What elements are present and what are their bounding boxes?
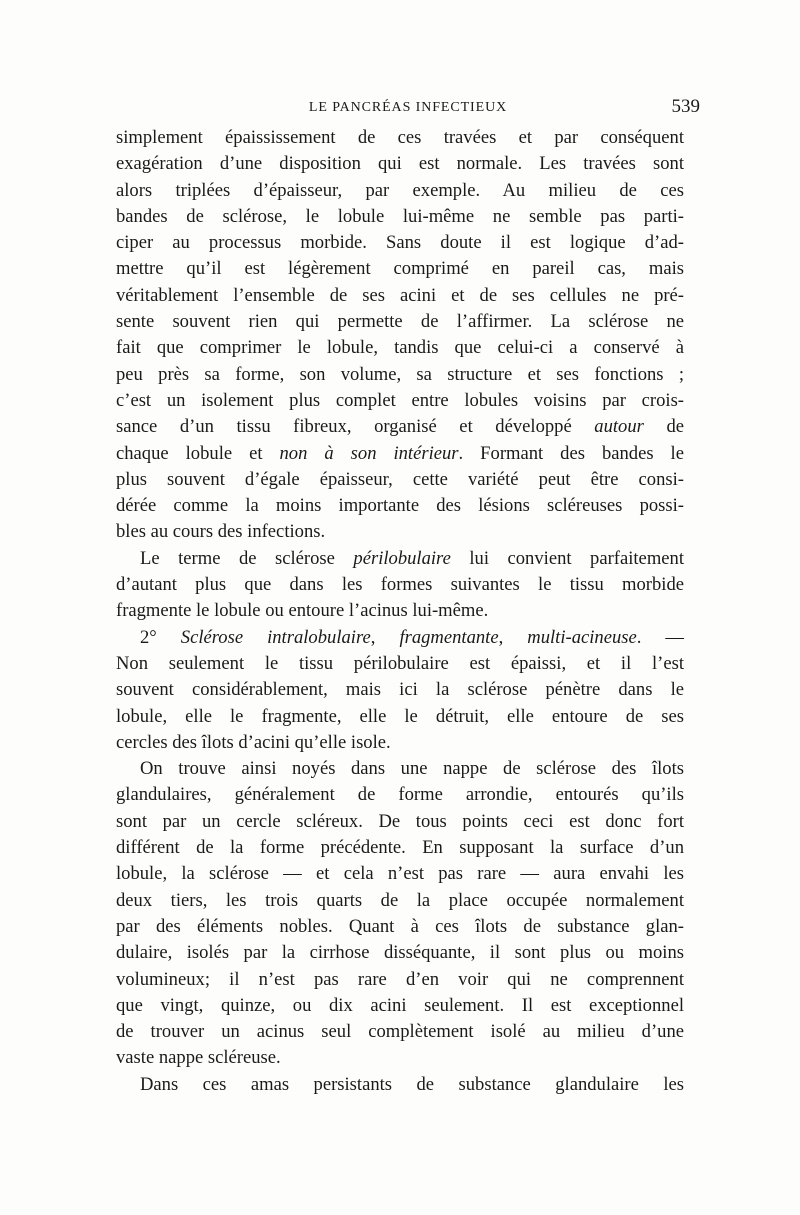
text-line: différent de la forme précédente. En supposant la surface d’un bbox=[116, 837, 684, 859]
text-line: lobule, elle le fragmente, elle le détruit, elle entoure de ses bbox=[116, 705, 684, 727]
text-line: véritablement l’ensemble de ses acini et de ses cellules ne pré- bbox=[116, 284, 684, 306]
text-line: sont par un cercle scléreux. De tous points ceci est donc fort bbox=[116, 810, 684, 832]
text-line: glandulaires, généralement de forme arrondie, entourés qu’ils bbox=[116, 784, 684, 806]
text-line: On trouve ainsi noyés dans une nappe de sclérose des îlots bbox=[140, 758, 684, 780]
text-line: deux tiers, les trois quarts de la place occupée normalement bbox=[116, 889, 684, 911]
text-line: bandes de sclérose, le lobule lui-même ne semble pas parti- bbox=[116, 205, 684, 227]
body-text bbox=[116, 125, 684, 1098]
text-line: cercles des îlots d’acini qu’elle isole. bbox=[116, 731, 391, 753]
text-line: fragmente le lobule ou entoure l’acinus lui-même. bbox=[116, 600, 489, 622]
text-line: dérée comme la moins importante des lésions scléreuses possi- bbox=[116, 495, 684, 517]
page-header bbox=[116, 96, 700, 126]
text-line: plus souvent d’égale épaisseur, cette variété peut être consi- bbox=[116, 468, 684, 490]
text-line: simplement épaississement de ces travées et par conséquent bbox=[116, 127, 684, 148]
text-line: peu près sa forme, son volume, sa structure et ses fonctions ; bbox=[116, 363, 684, 385]
text-line: vaste nappe scléreuse. bbox=[116, 1047, 281, 1069]
text-line: volumineux; il n’est pas rare d’en voir qui ne comprennent bbox=[116, 968, 684, 990]
italic-phrase: non à son intérieur bbox=[279, 442, 459, 464]
text-line: souvent considérablement, mais ici la sclérose pénètre dans le bbox=[116, 679, 684, 701]
text-line: sente souvent rien qui permette de l’affirmer. La sclérose ne bbox=[116, 311, 684, 333]
text-line: que vingt, quinze, ou dix acini seulement. Il est exceptionnel bbox=[116, 994, 684, 1016]
text-line: dulaire, isolés par la cirrhose disséquante, il sont plus ou moins bbox=[116, 942, 684, 964]
page-number: 539 bbox=[671, 96, 700, 117]
text-line: mettre qu’il est légèrement comprimé en pareil cas, mais bbox=[116, 258, 684, 280]
text-line: exagération d’une disposition qui est normale. Les travées sont bbox=[116, 153, 684, 175]
text-line: alors triplées d’épaisseur, par exemple. Au milieu de ces bbox=[116, 179, 684, 201]
text-line: de trouver un acinus seul complètement isolé au milieu d’une bbox=[116, 1021, 684, 1043]
text-line: bles au cours des infections. bbox=[116, 521, 326, 543]
text-line: ciper au processus morbide. Sans doute il est logique d’ad- bbox=[116, 232, 684, 254]
text-line: Dans ces amas persistants de substance glandulaire les bbox=[140, 1073, 684, 1095]
italic-phrase: Sclérose intralobulaire bbox=[180, 626, 371, 648]
text-line: 2° Sclérose intralobulaire, fragmentante, multi-acineuse. — bbox=[140, 626, 685, 648]
text-line: par des éléments nobles. Quant à ces îlots de substance glan- bbox=[116, 915, 684, 937]
text-line: chaque lobule et non à son intérieur. Formant des bandes le bbox=[116, 442, 684, 464]
italic-phrase: fragmentante bbox=[399, 626, 499, 648]
italic-phrase: autour bbox=[594, 416, 644, 438]
italic-phrase: multi-acineuse bbox=[527, 626, 637, 648]
text-line: d’autant plus que dans les formes suivantes le tissu morbide bbox=[116, 574, 684, 596]
text-line: lobule, la sclérose — et cela n’est pas rare — aura envahi les bbox=[116, 863, 684, 885]
text-line: Le terme de sclérose périlobulaire lui convient parfaitement bbox=[140, 547, 684, 569]
text-line: Non seulement le tissu périlobulaire est épaissi, et il l’est bbox=[116, 652, 684, 674]
text-line: c’est un isolement plus complet entre lobules voisins par crois- bbox=[116, 389, 684, 411]
text-line: sance d’un tissu fibreux, organisé et développé autour de bbox=[116, 416, 684, 438]
running-head: LE PANCRÉAS INFECTIEUX bbox=[308, 100, 508, 115]
italic-phrase: périlobulaire bbox=[353, 547, 451, 569]
text-line: fait que comprimer le lobule, tandis que celui-ci a conservé à bbox=[116, 337, 684, 359]
